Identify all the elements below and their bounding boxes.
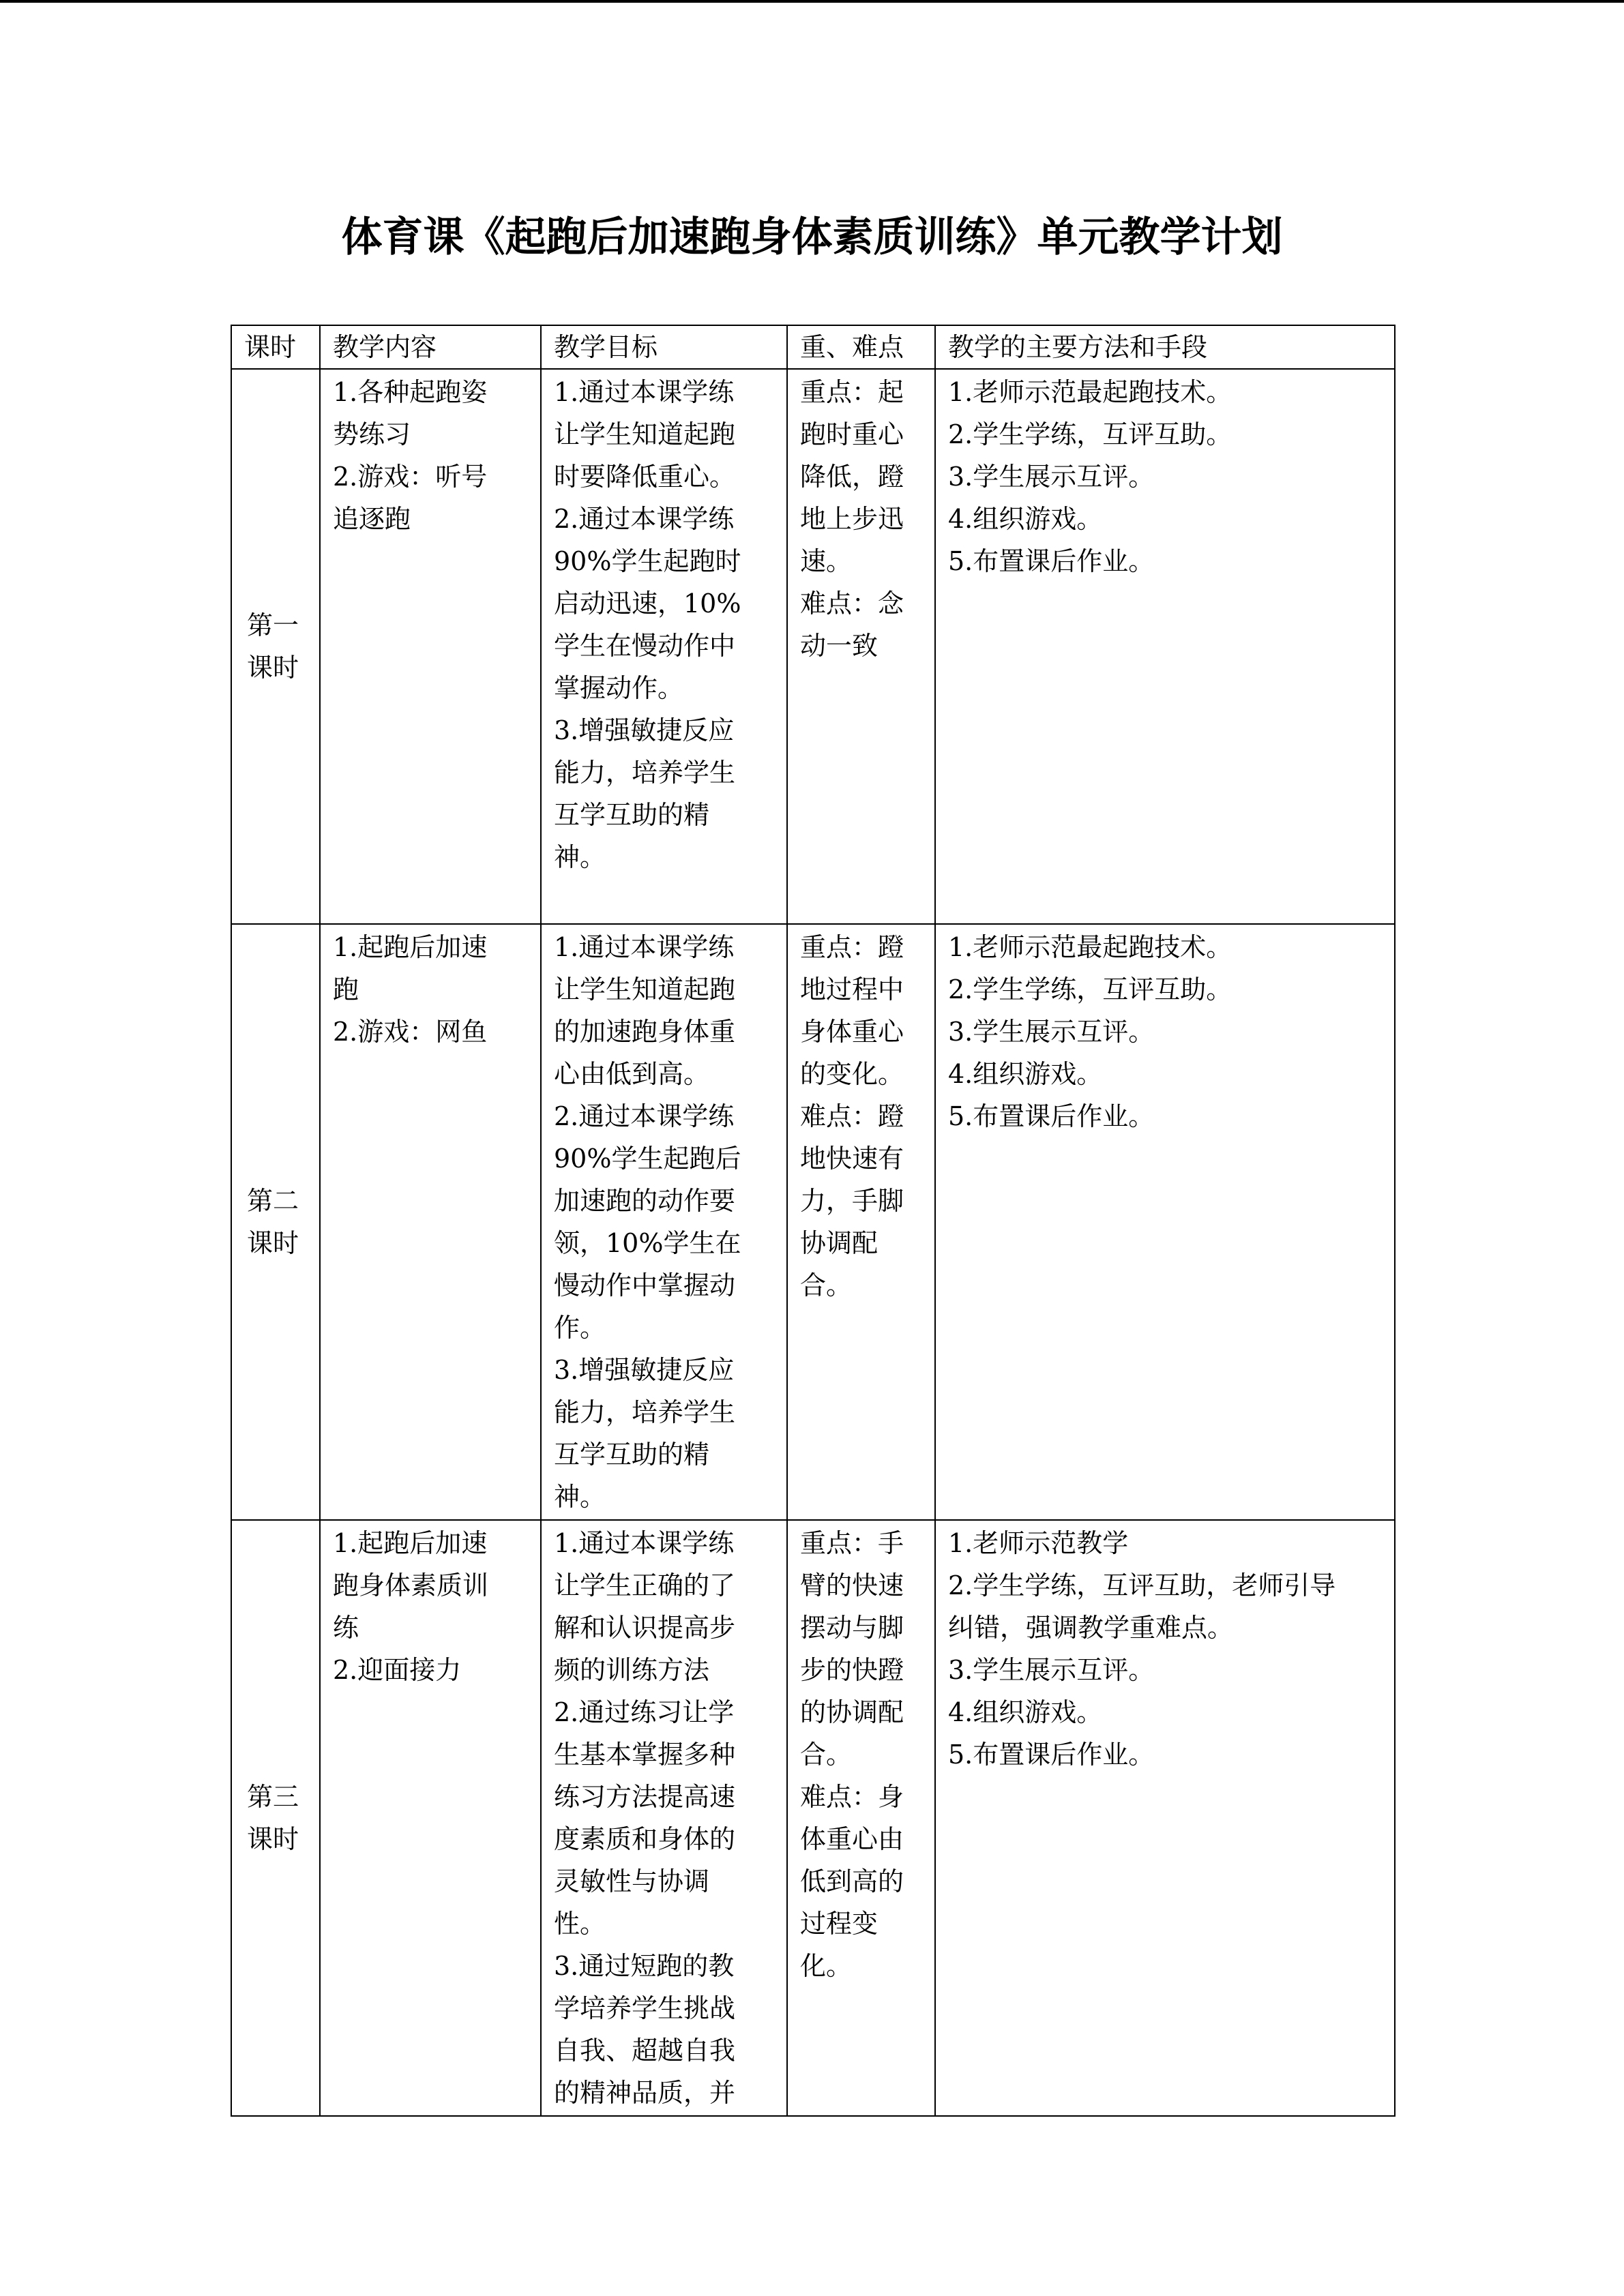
table-row — [231, 1520, 1395, 2116]
period-cell: 第二 课时 — [231, 924, 320, 1520]
header-period: 课时 — [231, 325, 320, 369]
objectives-cell: 1.通过本课学练 让学生正确的了 解和认识提高步 频的训练方法 2.通过练习让学 生基本掌握多种 练习方法提高速 度素质和身体的 灵敏性与协调 性。 3.通过短跑的教 学培养学生挑战 自我、超越自我 的精神品质，并 — [541, 1520, 787, 2116]
key-points-cell: 重点：手 臂的快速 摆动与脚 步的快蹬 的协调配 合。 难点：身 体重心由 低到高的 过程变 化。 — [787, 1520, 935, 2116]
content-cell: 1.起跑后加速 跑 2.游戏：网鱼 — [320, 924, 541, 1520]
header-methods: 教学的主要方法和手段 — [935, 325, 1395, 369]
period-cell: 第三 课时 — [231, 1520, 320, 2116]
methods-cell: 1.老师示范最起跑技术。 2.学生学练，互评互助。 3.学生展示互评。 4.组织游戏。 5.布置课后作业。 — [935, 924, 1395, 1520]
page-title: 体育课《起跑后加速跑身体素质训练》单元教学计划 — [341, 213, 1283, 261]
objectives-cell: 1.通过本课学练 让学生知道起跑 的加速跑身体重 心由低到高。 2.通过本课学练 90%学生起跑后 加速跑的动作要 领，10%学生在 慢动作中掌握动 作。 3.增强敏捷反应 能力，培养学生 互学互助的精 神。 — [541, 924, 787, 1520]
methods-cell: 1.老师示范教学 2.学生学练，互评互助，老师引导 纠错，强调教学重难点。 3.学生展示互评。 4.组织游戏。 5.布置课后作业。 — [935, 1520, 1395, 2116]
period-cell: 第一 课时 — [231, 369, 320, 924]
header-key-points: 重、难点 — [787, 325, 935, 369]
table-header-row — [231, 325, 1395, 369]
content-cell: 1.各种起跑姿 势练习 2.游戏：听号 追逐跑 — [320, 369, 541, 924]
content-cell: 1.起跑后加速 跑身体素质训 练 2.迎面接力 — [320, 1520, 541, 2116]
key-points-cell: 重点：蹬 地过程中 身体重心 的变化。 难点：蹬 地快速有 力，手脚 协调配 合。 — [787, 924, 935, 1520]
table-row — [231, 924, 1395, 1520]
table-row — [231, 369, 1395, 924]
header-objectives: 教学目标 — [541, 325, 787, 369]
top-border-line — [0, 0, 1624, 3]
teaching-plan-table — [231, 325, 1396, 2117]
header-content: 教学内容 — [320, 325, 541, 369]
key-points-cell: 重点：起 跑时重心 降低，蹬 地上步迅 速。 难点：念 动一致 — [787, 369, 935, 924]
methods-cell: 1.老师示范最起跑技术。 2.学生学练，互评互助。 3.学生展示互评。 4.组织游戏。 5.布置课后作业。 — [935, 369, 1395, 924]
objectives-cell: 1.通过本课学练 让学生知道起跑 时要降低重心。 2.通过本课学练 90%学生起跑时 启动迅速，10% 学生在慢动作中 掌握动作。 3.增强敏捷反应 能力，培养学生 互学互助的精 神。 — [541, 369, 787, 924]
